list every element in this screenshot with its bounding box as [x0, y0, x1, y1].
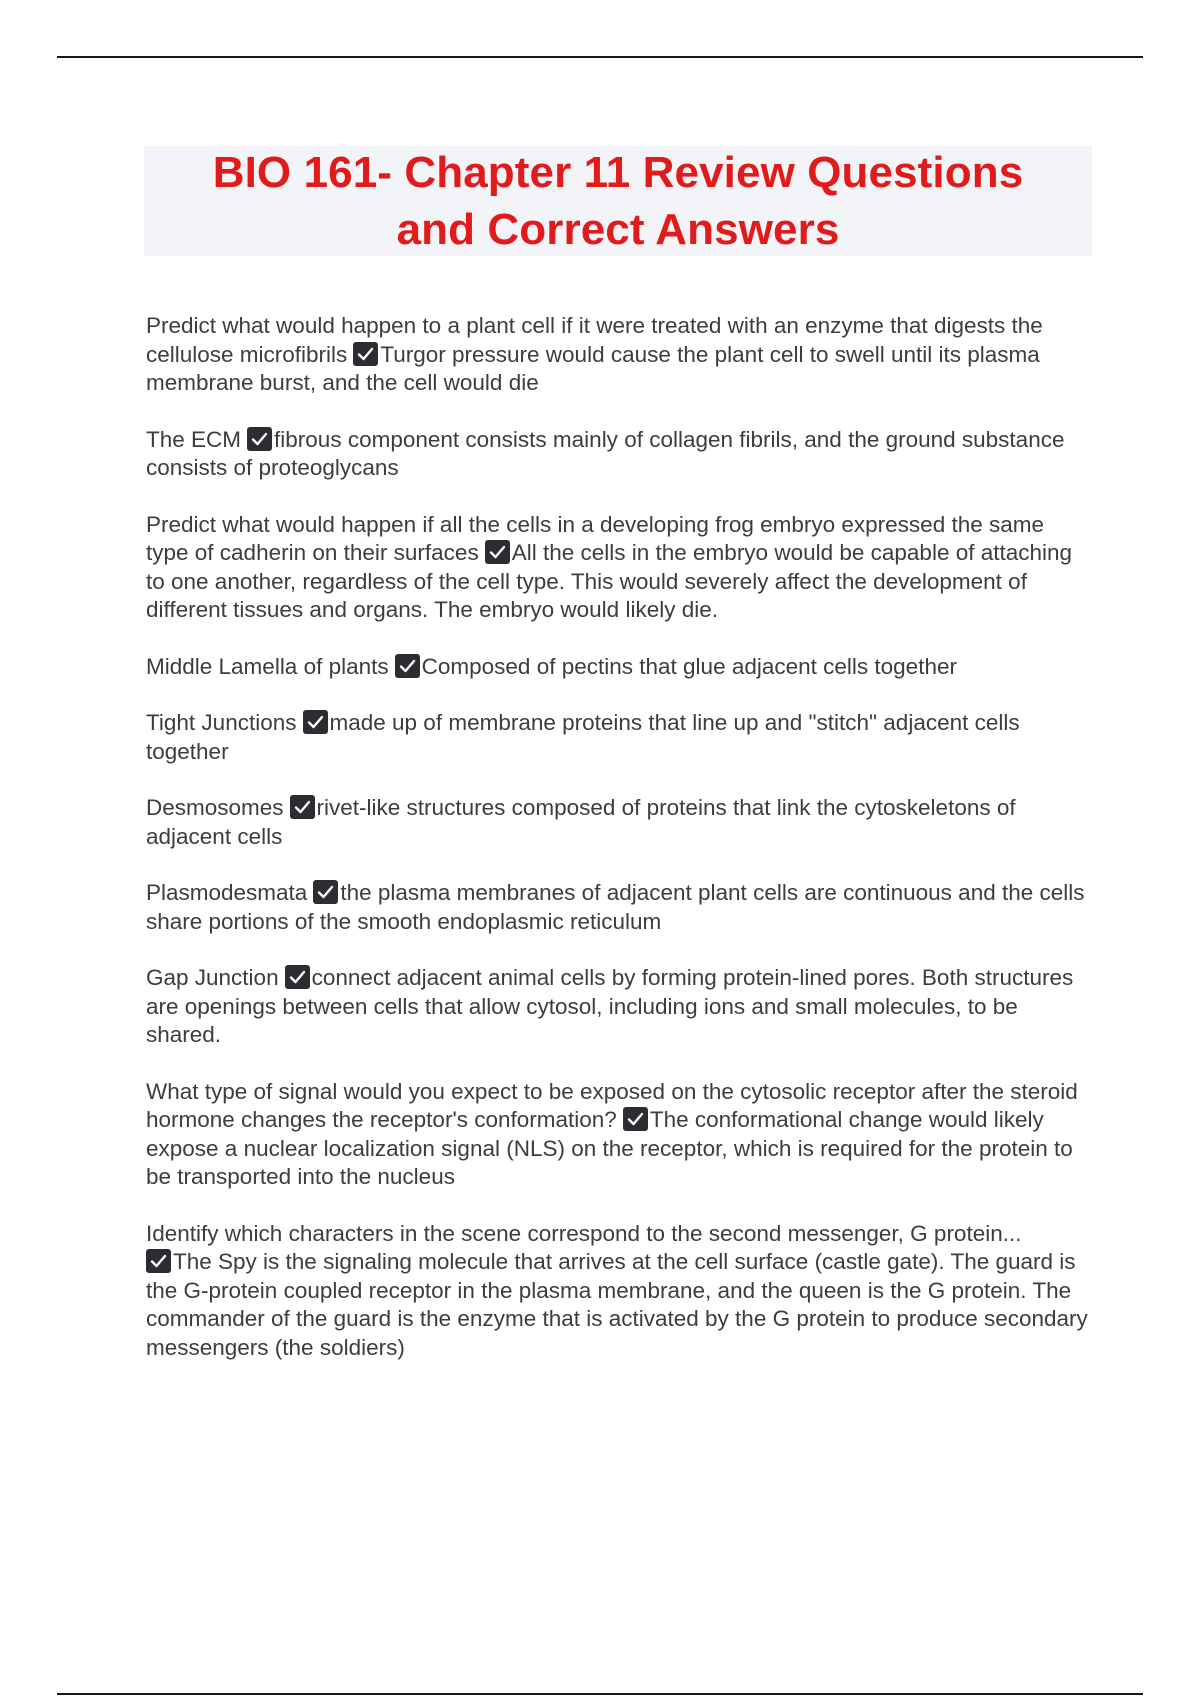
question-text: What type of signal would you expect to be exposed on the cytosolic receptor after the steroid hormone changes the receptor's conformation?: [146, 1078, 1078, 1132]
answer-text: Composed of pectins that glue adjacent cells together: [421, 653, 957, 679]
checkbox-checked-icon: [285, 965, 310, 989]
checkbox-checked-icon: [353, 342, 378, 366]
qa-item: [146, 312, 1092, 398]
page-title-line-1: BIO 161- Chapter 11 Review Questions: [212, 148, 1024, 197]
bottom-rule: [57, 1693, 1143, 1695]
answer-text: made up of membrane proteins that line up and "stitch" adjacent cells together: [146, 710, 1020, 764]
checkbox-checked-icon: [146, 1249, 171, 1273]
qa-item: [146, 879, 1092, 936]
checkbox-checked-icon: [395, 654, 420, 678]
question-text: Middle Lamella of plants: [146, 653, 389, 679]
answer-text: the plasma membranes of adjacent plant cells are continuous and the cells share portions of the smooth endoplasmic reticulum: [146, 880, 1085, 934]
answer-text: All the cells in the embryo would be capable of attaching to one another, regardless of the cell type. This would severely affect the development of different tissues and organs. The embryo would likely die.: [146, 540, 1073, 622]
question-text: Desmosomes: [146, 795, 284, 820]
checkbox-checked-icon: [485, 540, 510, 564]
question-text: Predict what would happen if all the cells in a developing frog embryo expressed the same type of cadherin on their surfaces: [146, 511, 1045, 565]
qa-item: [146, 709, 1092, 766]
qa-item: [146, 964, 1092, 1050]
qa-item: [146, 794, 1092, 851]
qa-item: [146, 426, 1092, 483]
answer-text: The conformational change would likely expose a nuclear localization signal (NLS) on the receptor, which is required for the protein to be transported into the nucleus: [146, 1107, 1073, 1189]
question-text: Gap Junction: [146, 965, 279, 990]
top-rule: [57, 56, 1143, 58]
qa-item: [146, 653, 1092, 682]
qa-item: [146, 511, 1092, 625]
answer-text: connect adjacent animal cells by forming protein-lined pores. Both structures are openings between cells that allow cytosol, including ions and small molecules, to be shared.: [146, 965, 1074, 1047]
page-title-line-2: and Correct Answers: [396, 205, 840, 254]
checkbox-checked-icon: [623, 1107, 648, 1131]
question-text: Identify which characters in the scene correspond to the second messenger, G protein...: [146, 1220, 1022, 1246]
answer-text: Turgor pressure would cause the plant cell to swell until its plasma membrane burst, and the cell would die: [146, 341, 1040, 395]
checkbox-checked-icon: [303, 710, 328, 734]
answer-text: rivet-like structures composed of proteins that link the cytoskeletons of adjacent cells: [146, 795, 1016, 849]
question-text: Plasmodesmata: [146, 880, 308, 905]
checkbox-checked-icon: [290, 795, 315, 819]
answer-text: The Spy is the signaling molecule that arrives at the cell surface (castle gate). The guard is the G-protein coupled receptor in the plasma membrane, and the queen is the G protein. The commander of the guard is the enzyme that is activated by the G protein to produce secondary messengers (the soldiers): [146, 1249, 1088, 1360]
answer-text: fibrous component consists mainly of collagen fibrils, and the ground substance consists of proteoglycans: [146, 426, 1065, 480]
checkbox-checked-icon: [313, 880, 338, 904]
page-title: [213, 144, 1024, 258]
question-text: Predict what would happen to a plant cell if it were treated with an enzyme that digests the cellulose microfibrils: [146, 313, 1043, 367]
title-banner: [144, 146, 1092, 256]
question-text: The ECM: [146, 426, 242, 452]
qa-item: [146, 1220, 1092, 1363]
qa-item: [146, 1078, 1092, 1192]
checkbox-checked-icon: [247, 427, 272, 451]
question-text: Tight Junctions: [146, 710, 297, 735]
qa-list: [146, 312, 1092, 1390]
